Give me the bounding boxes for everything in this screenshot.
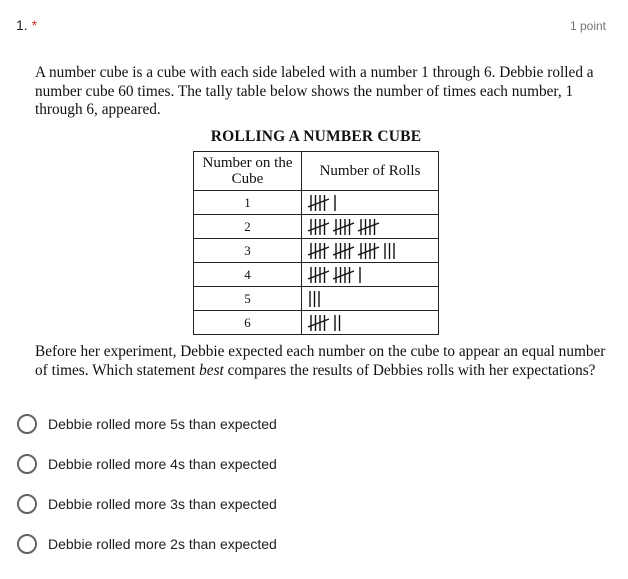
cube-number-cell: 2 (194, 215, 302, 239)
prompt-after: compares the results of Debbies rolls with her expectations? (223, 361, 596, 379)
table-title: ROLLING A NUMBER CUBE (210, 128, 422, 145)
option-label: Debbie rolled more 3s than expected (48, 496, 277, 512)
tally-cell (302, 191, 439, 215)
points-label: 1 point (569, 19, 606, 33)
tally-cell (302, 311, 439, 335)
radio-button[interactable] (17, 454, 37, 474)
cube-number-cell: 3 (194, 239, 302, 263)
tally-cell (302, 215, 439, 239)
table-row (194, 239, 439, 263)
table-row (194, 263, 439, 287)
question-header (16, 17, 37, 33)
option-label: Debbie rolled more 2s than expected (48, 536, 277, 552)
tally-marks (307, 240, 402, 262)
table-row (194, 287, 439, 311)
intro-text: A number cube is a cube with each side labeled with a number 1 through 6. Debbie rolled a number cube 60 times. The tally table below shows the number of times each number, 1 through 6, appeared. (35, 64, 594, 118)
option-3s[interactable] (17, 492, 597, 516)
option-5s[interactable] (17, 412, 597, 436)
cube-number-cell: 5 (194, 287, 302, 311)
tally-table (193, 151, 439, 335)
prompt-before: Before her experiment, Debbie expected each number on the cube to appear an equal number of times. Which statement (35, 343, 606, 379)
cube-number-cell: 4 (194, 263, 302, 287)
question-number: 1. (16, 17, 28, 33)
tally-marks (307, 216, 388, 238)
header-number-of-rolls: Number of Rolls (302, 152, 439, 191)
radio-button[interactable] (17, 534, 37, 554)
cube-number-cell: 1 (194, 191, 302, 215)
table-row (194, 215, 439, 239)
radio-button[interactable] (17, 494, 37, 514)
table-row (194, 311, 439, 335)
option-label: Debbie rolled more 5s than expected (48, 416, 277, 432)
option-label: Debbie rolled more 4s than expected (48, 456, 277, 472)
radio-button[interactable] (17, 414, 37, 434)
option-2s[interactable] (17, 532, 597, 556)
answer-options (17, 412, 597, 572)
header-number-on-cube: Number on the Cube (194, 152, 302, 191)
prompt-emphasis: best (199, 361, 224, 379)
option-4s[interactable] (17, 452, 597, 476)
tally-marks (307, 192, 343, 214)
tally-marks (307, 288, 327, 310)
table-row (194, 191, 439, 215)
cube-number-cell: 6 (194, 311, 302, 335)
tally-cell (302, 287, 439, 311)
tally-marks (307, 264, 368, 286)
required-marker: * (31, 17, 38, 33)
tally-cell (302, 239, 439, 263)
tally-cell (302, 263, 439, 287)
tally-marks (307, 312, 347, 334)
problem-intro (35, 64, 610, 120)
problem-prompt (35, 343, 610, 380)
